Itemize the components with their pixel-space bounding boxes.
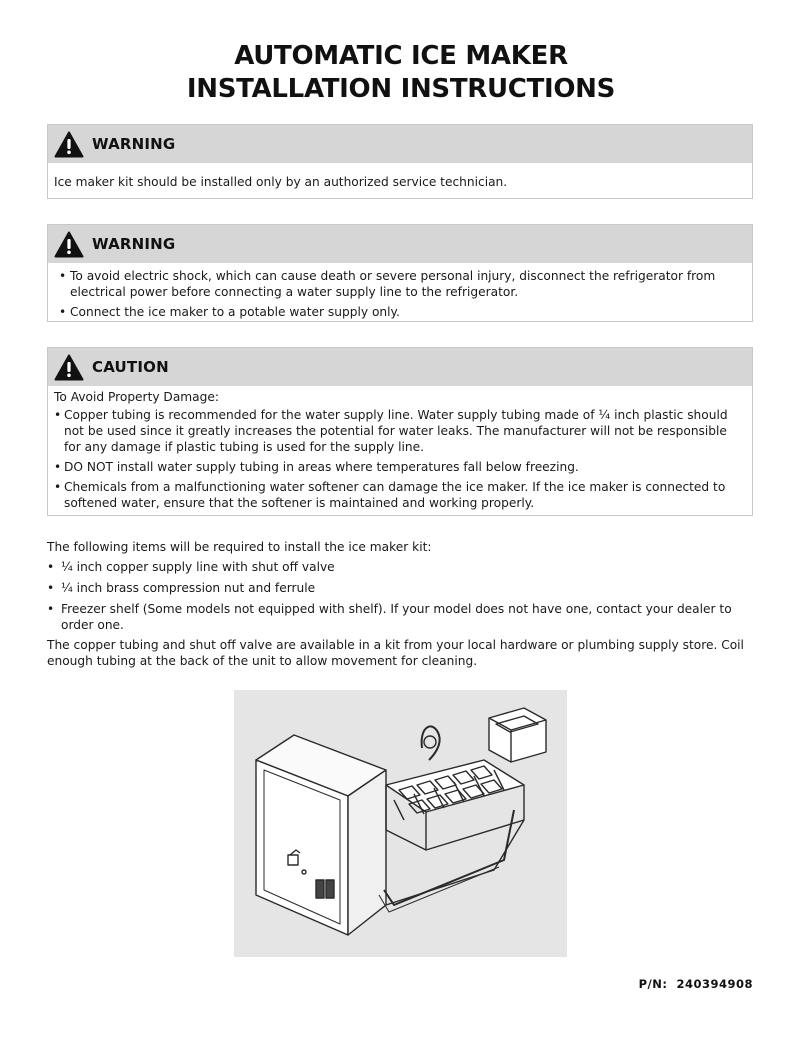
warning-triangle-icon xyxy=(54,231,84,258)
caution-label: CAUTION xyxy=(92,358,169,376)
list-item: • DO NOT install water supply tubing in areas where temperatures fall below freezing. xyxy=(54,460,579,474)
caution-header xyxy=(48,348,752,386)
part-number xyxy=(600,977,753,991)
part-number-label: P/N: xyxy=(638,977,668,991)
requirements-note: The copper tubing and shut off valve are available in a kit from your local hardware or plumbing supply store. Coil enough tubing at the back of the unit to allow movement for cleaning. xyxy=(47,638,744,668)
requirements-section xyxy=(47,539,759,669)
warning-header xyxy=(48,225,752,263)
page-title xyxy=(0,40,802,106)
bullet-text: To avoid electric shock, which can cause death or severe personal injury, disconnect the refrigerator from electrical power before connecting a water supply line to the refrigerator. xyxy=(70,269,716,299)
requirements-intro: The following items will be required to install the ice maker kit: xyxy=(47,540,432,554)
item-text: ¼ inch copper supply line with shut off valve xyxy=(61,560,335,574)
list-item: • ¼ inch brass compression nut and ferrule xyxy=(47,581,316,595)
list-item: • Connect the ice maker to a potable water supply only. xyxy=(59,305,400,319)
warning-box-technician xyxy=(47,124,753,199)
list-item: • Freezer shelf (Some models not equipped with shelf). If your model does not have one, contact your dealer to order one. xyxy=(47,602,732,632)
title-line-1: AUTOMATIC ICE MAKER xyxy=(234,41,568,71)
list-item: • Copper tubing is recommended for the water supply line. Water supply tubing made of ¼ inch plastic should not be used since it greatly increases the potential for water leaks. The manufacturer will not be responsible for any damage if plastic tubing is used for the supply line. xyxy=(54,408,728,454)
list-item: • To avoid electric shock, which can cause death or severe personal injury, disconnect the refrigerator from electrical power before connecting a water supply line to the refrigerator. xyxy=(59,269,716,299)
warning-box-electric xyxy=(47,224,753,322)
list-item: • Chemicals from a malfunctioning water softener can damage the ice maker. If the ice maker is connected to softened water, ensure that the softener is maintained and working properly. xyxy=(54,480,726,510)
item-text: Freezer shelf (Some models not equipped with shelf). If your model does not have one, contact your dealer to order one. xyxy=(61,602,732,632)
ice-maker-illustration xyxy=(234,690,567,957)
warning-triangle-icon xyxy=(54,131,84,158)
warning-label: WARNING xyxy=(92,235,176,253)
bullet-text: Chemicals from a malfunctioning water softener can damage the ice maker. If the ice maker is connected to softened water, ensure that the softener is maintained and working properly. xyxy=(64,480,726,510)
caution-box xyxy=(47,347,753,516)
warning-label: WARNING xyxy=(92,135,176,153)
item-text: ¼ inch brass compression nut and ferrule xyxy=(61,581,316,595)
warning-header xyxy=(48,125,752,163)
caution-intro: To Avoid Property Damage: xyxy=(54,390,219,404)
warning-text: Ice maker kit should be installed only by an authorized service technician. xyxy=(54,175,508,189)
list-item: • ¼ inch copper supply line with shut off valve xyxy=(47,560,335,574)
part-number-value: 240394908 xyxy=(676,977,753,991)
bullet-text: Connect the ice maker to a potable water supply only. xyxy=(70,305,400,319)
bullet-text: DO NOT install water supply tubing in areas where temperatures fall below freezing. xyxy=(64,460,579,474)
title-line-2: INSTALLATION INSTRUCTIONS xyxy=(186,74,616,104)
ice-maker-drawing xyxy=(234,690,567,957)
bullet-text: Copper tubing is recommended for the water supply line. Water supply tubing made of ¼ inch plastic should not be used since it greatly increases the potential for water leaks. The manufacturer will not be responsible for any damage if plastic tubing is used for the supply line. xyxy=(64,408,728,454)
caution-triangle-icon xyxy=(54,354,84,381)
